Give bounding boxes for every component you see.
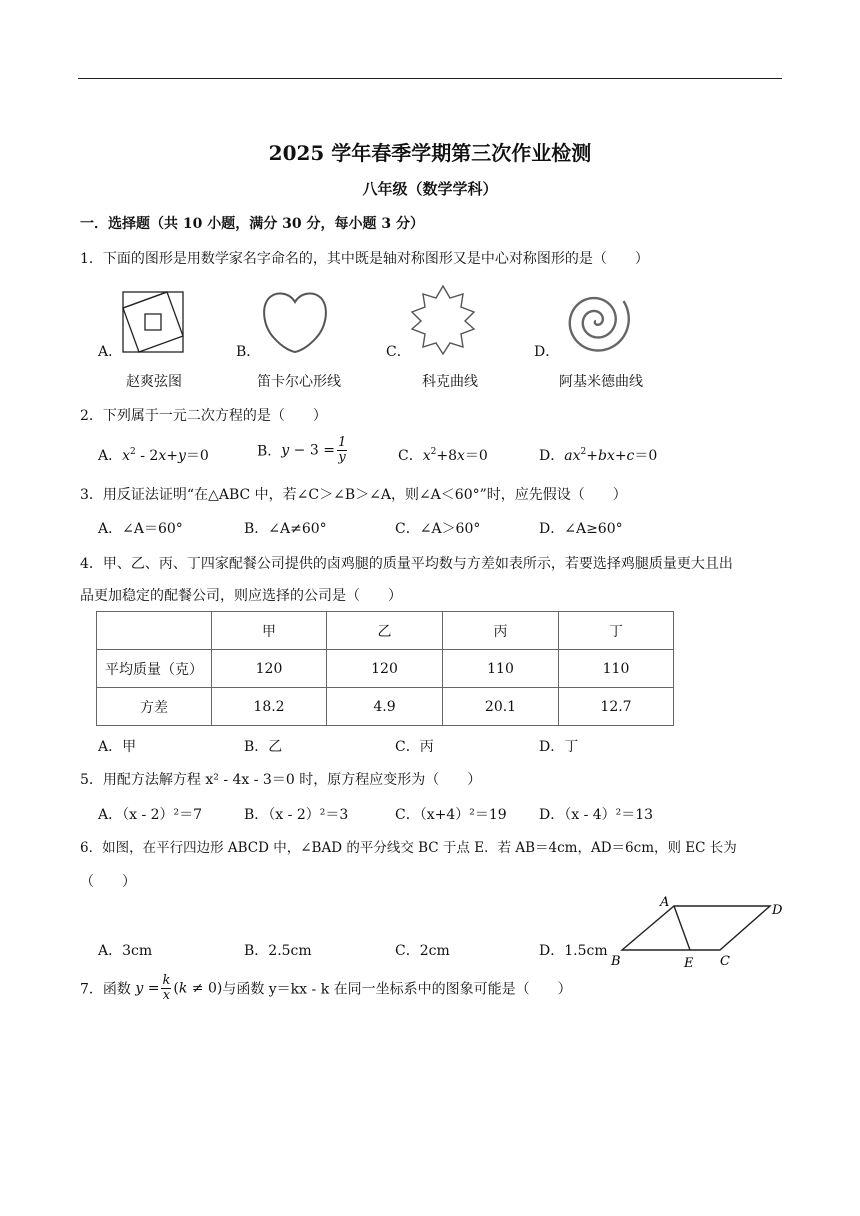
q2-option-c: C．$x^2+8x=0$ <box>398 447 488 464</box>
parallelogram-figure <box>606 894 790 972</box>
q5-option-c: C．（x+4）²＝19 <box>395 807 507 823</box>
q6-option-b: B．2.5cm <box>244 943 312 959</box>
koch-curve-figure <box>410 284 476 356</box>
question-5-stem: 5．用配方法解方程 x² - 4x - 3＝0 时，原方程应变形为（ ） <box>80 772 482 788</box>
table-cell: 120 <box>212 650 327 688</box>
point-label-e: E <box>684 956 694 971</box>
q1-option-d-letter: D． <box>534 344 560 360</box>
point-label-a: A <box>660 895 670 910</box>
table-cell: 18.2 <box>212 688 327 726</box>
section-heading: 一．选择题（共 10 小题，满分 30 分，每小题 3 分） <box>80 216 424 232</box>
q1-option-b-letter: B． <box>236 344 261 360</box>
q5-option-d: D．（x - 4）²＝13 <box>539 807 654 823</box>
table-cell: 120 <box>327 650 443 688</box>
question-1-stem: 1．下面的图形是用数学家名字命名的，其中既是轴对称图形又是中心对称图形的是（ ） <box>80 251 649 267</box>
q1-option-a-letter: A． <box>98 344 123 360</box>
table-row-label: 平均质量（克） <box>97 650 212 688</box>
q1-option-a-caption: 赵爽弦图 <box>126 374 182 390</box>
table-header-cell <box>97 612 212 650</box>
table-row <box>97 650 674 688</box>
q1-option-b-caption: 笛卡尔心形线 <box>257 374 341 390</box>
q6-option-c: C．2cm <box>395 943 450 959</box>
page-title: 2025 学年春季学期第三次作业检测 <box>268 141 592 165</box>
q3-option-a: A．∠A＝60° <box>98 521 183 537</box>
q6-option-d: D．1.5cm <box>539 943 608 959</box>
company-data-table <box>96 611 674 726</box>
q3-option-b: B．∠A≠60° <box>244 521 327 537</box>
q1-option-d-caption: 阿基米德曲线 <box>559 374 643 390</box>
q1-option-c-letter: C． <box>386 344 411 360</box>
header-rule <box>78 78 782 79</box>
question-6-stem-line1: 6．如图，在平行四边形 ABCD 中，∠BAD 的平分线交 BC 于点 E．若 AB＝4cm，AD＝6cm，则 EC 长为 <box>80 840 737 856</box>
question-2-stem: 2．下列属于一元二次方程的是（ ） <box>80 408 327 424</box>
archimedean-spiral-figure <box>556 283 636 357</box>
table-header-cell: 乙 <box>327 612 443 650</box>
q3-option-c: C．∠A＞60° <box>395 521 481 537</box>
question-6-stem-line2: （ ） <box>80 874 136 890</box>
table-cell: 12.7 <box>559 688 674 726</box>
table-cell: 110 <box>443 650 559 688</box>
zhao-shuang-figure <box>122 291 184 353</box>
q4-option-a: A．甲 <box>98 739 137 755</box>
q4-option-d: D．丁 <box>539 739 579 755</box>
q5-option-b: B．（x - 2）²＝3 <box>244 807 349 823</box>
table-cell: 110 <box>559 650 674 688</box>
q4-option-b: B．乙 <box>244 739 283 755</box>
q6-option-a: A．3cm <box>98 943 153 959</box>
table-header-cell: 丙 <box>443 612 559 650</box>
q5-option-a: A．（x - 2）²＝7 <box>98 807 203 823</box>
q2-option-b: B．y − 3 = $\frac{1}{y}$ <box>257 435 347 465</box>
q4-option-c: C．丙 <box>395 739 434 755</box>
question-3-stem: 3．用反证法证明“在△ABC 中，若∠C＞∠B＞∠A，则∠A＜60°”时，应先假设（ ） <box>80 487 627 503</box>
table-cell: 4.9 <box>327 688 443 726</box>
question-7-stem: 7．函数 y = $\frac{k}{x}$ (k ≠ 0)与函数 y＝kx - k 在同一坐标系中的图象可能是（ ） <box>80 973 572 1003</box>
table-header-cell: 丁 <box>559 612 674 650</box>
table-header-row <box>97 612 674 650</box>
question-4-stem-line2: 品更加稳定的配餐公司，则应选择的公司是（ ） <box>80 588 402 604</box>
table-header-cell: 甲 <box>212 612 327 650</box>
page-subtitle: 八年级（数学学科） <box>362 180 498 198</box>
point-label-c: C <box>720 954 730 969</box>
q3-option-d: D．∠A≥60° <box>539 521 623 537</box>
point-label-d: D <box>772 903 783 918</box>
table-row <box>97 688 674 726</box>
q2-option-d: D．$ax^2+bx+c=0$ <box>539 447 658 464</box>
table-row-label: 方差 <box>97 688 212 726</box>
q1-option-c-caption: 科克曲线 <box>422 374 478 390</box>
question-4-stem-line1: 4．甲、乙、丙、丁四家配餐公司提供的卤鸡腿的质量平均数与方差如表所示，若要选择鸡腿质量更大且出 <box>80 556 733 572</box>
table-cell: 20.1 <box>443 688 559 726</box>
cardioid-figure <box>262 288 328 354</box>
point-label-b: B <box>611 954 621 969</box>
q2-option-a: A．$x^2 - 2x+y=0$ <box>98 447 209 464</box>
